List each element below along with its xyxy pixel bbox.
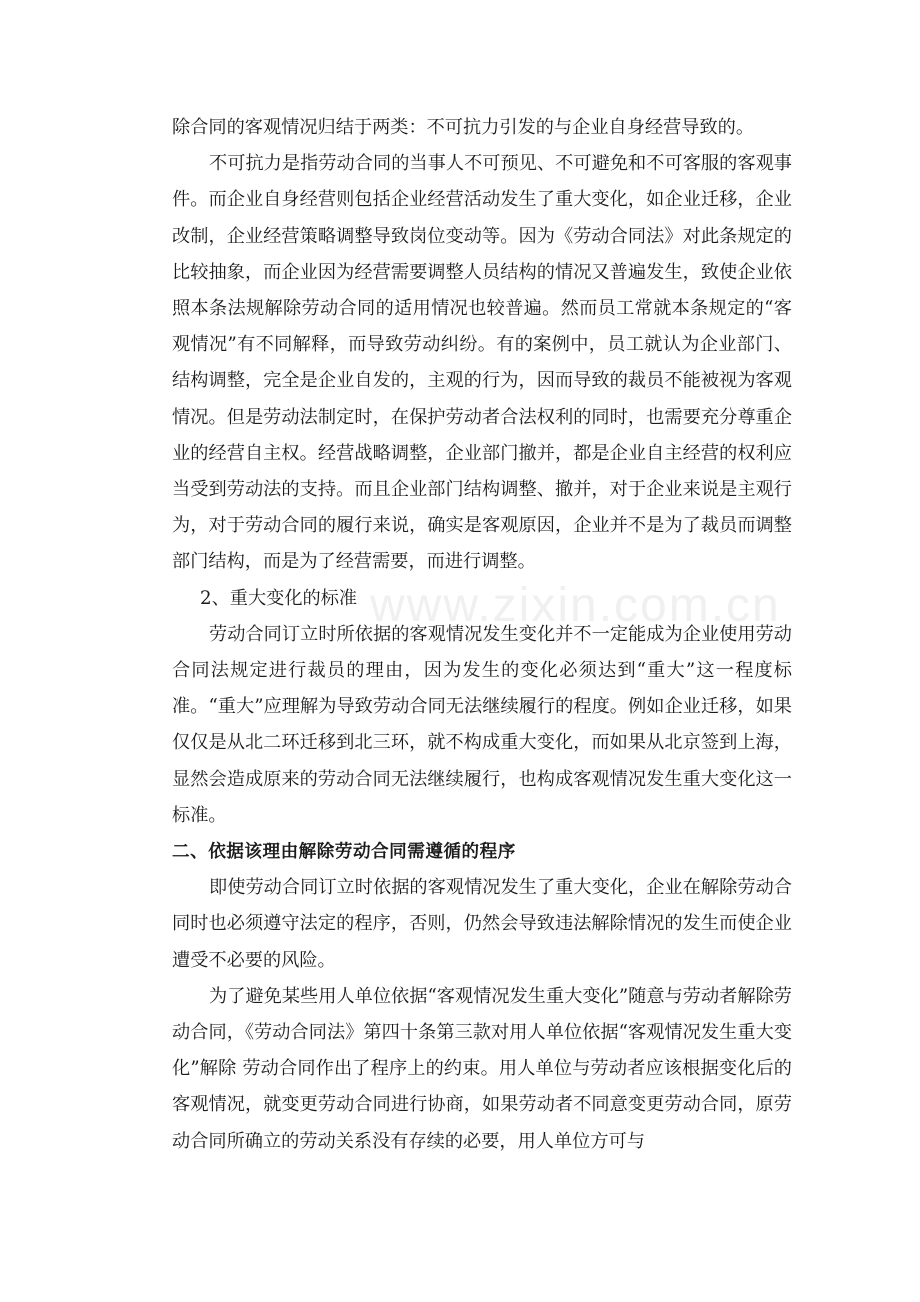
subheading-major-change-standard: 2、重大变化的标准 [200,587,358,609]
paragraph-continuation: 除合同的客观情况归结于两类：不可抗力引发的与企业自身经营导致的。 [172,117,755,138]
section-heading-procedure: 二、依据该理由解除劳动合同需遵循的程序 [172,842,516,863]
paragraph-major-change: 劳动合同订立时所依据的客观情况发生变化并不一定能成为企业使用劳动合同法规定进行裁员的理由，因为发生的变化必须达到“重大”这一程度标准。“重大”应理解为导致劳动合同无法继续履行的程度。例如企业迁移，如果仅仅是从北二环迁移到北三环，就不构成重大变化，而如果从北京签到上海，显然会造成原来的劳动合同无法继续履行，也构成客观情况发生重大变化这一标准。 [172,623,792,826]
watermark: www.zixin.com.cn [370,579,781,632]
paragraph-procedure: 即使劳动合同订立时依据的客观情况发生了重大变化，企业在解除劳动合同时也必须遵守法定的程序，否则，仍然会导致违法解除情况的发生而使企业遭受不必要的风险。 [172,877,792,971]
paragraph-article-40: 为了避免某些用人单位依据“客观情况发生重大变化”随意与劳动者解除劳动合同，《劳动合同法》第四十条第三款对用人单位依据“客观情况发生重大变化”解除 劳动合同作出了程序上的约束。用人单位与劳动者应该根据变化后的客观情况，就变更劳动合同进行协商，如果劳动者不同意变更劳动合同，原劳动合同所确立的劳动关系没有存续的必要，用人单位方可与 [172,985,792,1152]
document-body [172,110,792,1160]
paragraph-force-majeure: 不可抗力是指劳动合同的当事人不可预见、不可避免和不可客服的客观事件。而企业自身经营则包括企业经营活动发生了重大变化，如企业迁移，企业改制，企业经营策略调整导致岗位变动等。因为《劳动合同法》对此条规定的比较抽象，而企业因为经营需要调整人员结构的情况又普遍发生，致使企业依照本条法规解除劳动合同的适用情况也较普遍。然而员工常就本条规定的“客观情况”有不同解释，而导致劳动纠纷。有的案例中，员工就认为企业部门、结构调整，完全是企业自发的，主观的行为，因而导致的裁员不能被视为客观情况。但是劳动法制定时，在保护劳动者合法权利的同时，也需要充分尊重企业的经营自主权。经营战略调整，企业部门撤并，都是企业自主经营的权利应当受到劳动法的支持。而且企业部门结构调整、撤并，对于企业来说是主观行为，对于劳动合同的履行来说，确实是客观原因，企业并不是为了裁员而调整部门结构，而是为了经营需要，而进行调整。 [172,153,792,573]
